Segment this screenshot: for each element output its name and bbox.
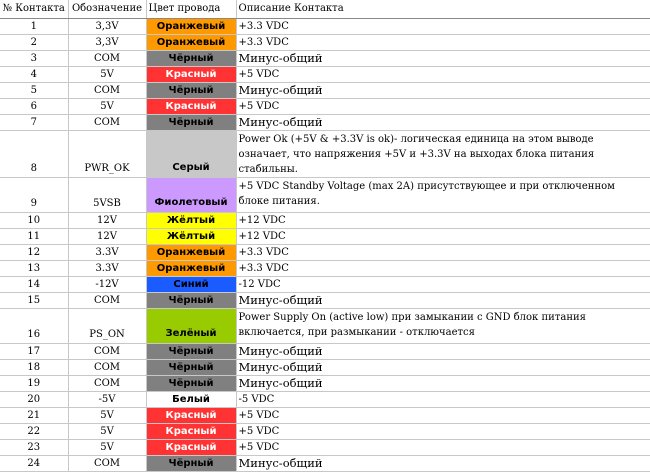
description-cell: +12 VDC bbox=[236, 213, 650, 229]
table-row bbox=[0, 213, 650, 229]
description-cell: Минус-общий bbox=[236, 51, 650, 67]
pin-number-cell: 13 bbox=[0, 261, 68, 277]
signal-name-cell: 5V bbox=[68, 440, 146, 456]
wire-color-cell: Красный bbox=[146, 408, 236, 424]
wire-color-cell: Оранжевый bbox=[146, 35, 236, 51]
table-row bbox=[0, 408, 650, 424]
wire-color-cell: Чёрный bbox=[146, 83, 236, 99]
pin-number-cell: 20 bbox=[0, 392, 68, 408]
wire-color-cell: Чёрный bbox=[146, 376, 236, 392]
description-cell: Минус-общий bbox=[236, 360, 650, 376]
description-cell: +5 VDC bbox=[236, 424, 650, 440]
signal-name-cell: 5V bbox=[68, 99, 146, 115]
wire-color-cell: Серый bbox=[146, 131, 236, 178]
signal-name-cell: 3,3V bbox=[68, 19, 146, 35]
description-cell: +5 VDC bbox=[236, 408, 650, 424]
pin-number-cell: 1 bbox=[0, 19, 68, 35]
signal-name-cell: -12V bbox=[68, 277, 146, 293]
table-row bbox=[0, 309, 650, 344]
table-row bbox=[0, 131, 650, 178]
table-row bbox=[0, 376, 650, 392]
wire-color-cell: Синий bbox=[146, 277, 236, 293]
table-row bbox=[0, 261, 650, 277]
signal-name-cell: 12V bbox=[68, 229, 146, 245]
pin-number-cell: 15 bbox=[0, 293, 68, 309]
pin-number-cell: 14 bbox=[0, 277, 68, 293]
header-row bbox=[0, 0, 650, 19]
signal-name-cell: COM bbox=[68, 376, 146, 392]
wire-color-cell: Жёлтый bbox=[146, 213, 236, 229]
signal-name-cell: 12V bbox=[68, 213, 146, 229]
wire-color-cell: Красный bbox=[146, 440, 236, 456]
wire-color-cell: Жёлтый bbox=[146, 229, 236, 245]
pin-number-cell: 4 bbox=[0, 67, 68, 83]
header-signal: Обозначение bbox=[68, 0, 146, 19]
signal-name-cell: 5V bbox=[68, 67, 146, 83]
signal-name-cell: COM bbox=[68, 360, 146, 376]
wire-color-cell: Оранжевый bbox=[146, 19, 236, 35]
wire-color-cell: Чёрный bbox=[146, 344, 236, 360]
pin-number-cell: 18 bbox=[0, 360, 68, 376]
pin-number-cell: 9 bbox=[0, 178, 68, 213]
table-row bbox=[0, 456, 650, 472]
description-cell: Минус-общий bbox=[236, 456, 650, 472]
pin-number-cell: 24 bbox=[0, 456, 68, 472]
table-row bbox=[0, 360, 650, 376]
pin-number-cell: 22 bbox=[0, 424, 68, 440]
signal-name-cell: COM bbox=[68, 293, 146, 309]
wire-color-cell: Чёрный bbox=[146, 115, 236, 131]
header-color: Цвет провода bbox=[146, 0, 236, 19]
description-cell: Минус-общий bbox=[236, 344, 650, 360]
pin-number-cell: 16 bbox=[0, 309, 68, 344]
description-cell: Минус-общий bbox=[236, 83, 650, 99]
pin-number-cell: 19 bbox=[0, 376, 68, 392]
table-row bbox=[0, 344, 650, 360]
description-cell: Power Supply On (active low) при замыкании с GND блок питания включается, при размыкании - отключается bbox=[236, 309, 650, 344]
wire-color-cell: Чёрный bbox=[146, 456, 236, 472]
description-cell: +5 VDC bbox=[236, 67, 650, 83]
signal-name-cell: 5V bbox=[68, 424, 146, 440]
signal-name-cell: COM bbox=[68, 456, 146, 472]
description-cell: +5 VDC bbox=[236, 440, 650, 456]
pin-number-cell: 17 bbox=[0, 344, 68, 360]
wire-color-cell: Зелёный bbox=[146, 309, 236, 344]
description-cell: +5 VDC Standby Voltage (max 2A) присутствующее и при отключенном блоке питания. bbox=[236, 178, 650, 213]
description-cell: +3.3 VDC bbox=[236, 19, 650, 35]
description-cell: -5 VDC bbox=[236, 392, 650, 408]
signal-name-cell: 3,3V bbox=[68, 35, 146, 51]
table-row bbox=[0, 35, 650, 51]
description-cell: -12 VDC bbox=[236, 277, 650, 293]
wire-color-cell: Красный bbox=[146, 67, 236, 83]
wire-color-cell: Оранжевый bbox=[146, 261, 236, 277]
signal-name-cell: COM bbox=[68, 344, 146, 360]
wire-color-cell: Красный bbox=[146, 424, 236, 440]
header-description: Описание Контакта bbox=[236, 0, 650, 19]
header-pin: № Контакта bbox=[0, 0, 68, 19]
signal-name-cell: 5V bbox=[68, 408, 146, 424]
table-row bbox=[0, 424, 650, 440]
pin-number-cell: 23 bbox=[0, 440, 68, 456]
signal-name-cell: 3.3V bbox=[68, 245, 146, 261]
description-cell: +3.3 VDC bbox=[236, 261, 650, 277]
pin-number-cell: 3 bbox=[0, 51, 68, 67]
table-row bbox=[0, 51, 650, 67]
table-row bbox=[0, 19, 650, 35]
wire-color-cell: Чёрный bbox=[146, 51, 236, 67]
signal-name-cell: 5VSB bbox=[68, 178, 146, 213]
description-cell: +3.3 VDC bbox=[236, 35, 650, 51]
table-row bbox=[0, 99, 650, 115]
signal-name-cell: COM bbox=[68, 115, 146, 131]
table-row bbox=[0, 277, 650, 293]
description-cell: Минус-общий bbox=[236, 376, 650, 392]
table-row bbox=[0, 392, 650, 408]
wire-color-cell: Чёрный bbox=[146, 360, 236, 376]
wire-color-cell: Фиолетовый bbox=[146, 178, 236, 213]
table-row bbox=[0, 293, 650, 309]
pin-number-cell: 2 bbox=[0, 35, 68, 51]
description-cell: +5 VDC bbox=[236, 99, 650, 115]
table-row bbox=[0, 245, 650, 261]
pin-number-cell: 5 bbox=[0, 83, 68, 99]
signal-name-cell: COM bbox=[68, 83, 146, 99]
signal-name-cell: PS_ON bbox=[68, 309, 146, 344]
pin-number-cell: 6 bbox=[0, 99, 68, 115]
signal-name-cell: COM bbox=[68, 51, 146, 67]
wire-color-cell: Белый bbox=[146, 392, 236, 408]
description-cell: +12 VDC bbox=[236, 229, 650, 245]
description-cell: Power Ok (+5V & +3.3V is ok)- логическая единица на этом выводе означает, что напряжения +5V и +3.3V на выходах блока питания стабильны. bbox=[236, 131, 650, 178]
pin-number-cell: 11 bbox=[0, 229, 68, 245]
pin-number-cell: 7 bbox=[0, 115, 68, 131]
description-cell: Минус-общий bbox=[236, 293, 650, 309]
table-row bbox=[0, 115, 650, 131]
signal-name-cell: PWR_OK bbox=[68, 131, 146, 178]
table-row bbox=[0, 229, 650, 245]
table-row bbox=[0, 83, 650, 99]
wire-color-cell: Чёрный bbox=[146, 293, 236, 309]
pin-number-cell: 12 bbox=[0, 245, 68, 261]
table-row bbox=[0, 178, 650, 213]
table-row bbox=[0, 440, 650, 456]
signal-name-cell: -5V bbox=[68, 392, 146, 408]
pin-number-cell: 8 bbox=[0, 131, 68, 178]
description-cell: +3.3 VDC bbox=[236, 245, 650, 261]
wire-color-cell: Красный bbox=[146, 99, 236, 115]
pin-number-cell: 21 bbox=[0, 408, 68, 424]
wire-color-cell: Оранжевый bbox=[146, 245, 236, 261]
signal-name-cell: 3.3V bbox=[68, 261, 146, 277]
table-row bbox=[0, 67, 650, 83]
pin-number-cell: 10 bbox=[0, 213, 68, 229]
description-cell: Минус-общий bbox=[236, 115, 650, 131]
